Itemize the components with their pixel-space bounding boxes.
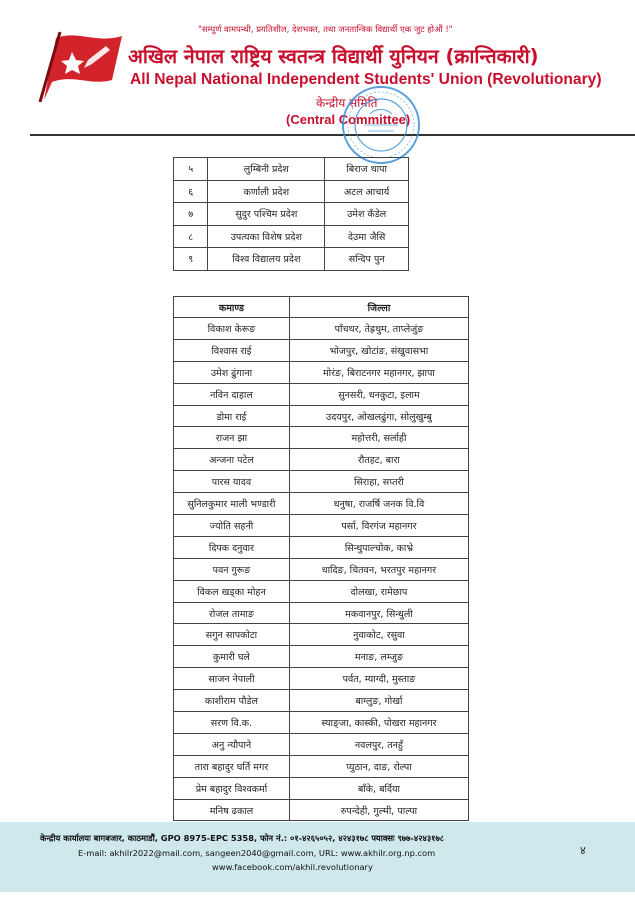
header-divider (30, 134, 635, 136)
command-cell: सरण वि.क. (174, 712, 290, 734)
coordinator-cell: अटल आचार्य (325, 180, 409, 203)
slogan: "सम्पूर्ण वामपन्थी, प्रगतिशील, देशभक्त, तथा जनतान्त्रिक विद्यार्थी एक जुट होऔं !" (198, 25, 453, 35)
coordinator-cell: बिराज थापा (325, 158, 409, 181)
table-row (174, 493, 469, 515)
command-cell: दिपक दनुवार (174, 536, 290, 558)
district-cell: धादिङ, चितवन, भरतपुर महानगर (289, 558, 468, 580)
district-cell: सिन्धुपाल्चोक, काभ्रे (289, 536, 468, 558)
coordinator-cell: उमेश कँडेल (325, 203, 409, 226)
table-row (174, 799, 469, 821)
district-cell: मोरंङ, बिराटनगर महानगर, झापा (289, 361, 468, 383)
province-cell: विश्व विद्यालय प्रदेश (208, 248, 325, 271)
district-cell: रौतहट, बारा (289, 449, 468, 471)
table-row (174, 624, 469, 646)
table-row (174, 248, 409, 271)
table-row (174, 471, 469, 493)
district-cell: रुपन्देही, गुल्मी, पाल्पा (289, 799, 468, 821)
column-header-command: कमाण्ड (174, 297, 290, 318)
row-number: ९ (174, 248, 208, 271)
command-cell: विकाश केरूङ (174, 318, 290, 340)
org-title-english: All Nepal National Independent Students' Union (Revolutionary) (130, 71, 602, 88)
district-cell: उदयपुर, ओखलढुंगा, सोलुखुम्बु (289, 405, 468, 427)
table-row (174, 580, 469, 602)
table-row (174, 558, 469, 580)
district-cell: पाँचथर, तेह्रथुम, ताप्लेजुंङ (289, 318, 468, 340)
table-row (174, 383, 469, 405)
command-cell: राजन झा (174, 427, 290, 449)
district-cell: मकवानपुर, सिन्धुली (289, 602, 468, 624)
province-cell: कर्णाली प्रदेश (208, 180, 325, 203)
coordinator-cell: सन्दिप पुन (325, 248, 409, 271)
command-cell: नविन दाहाल (174, 383, 290, 405)
command-cell: तारा बहादुर घर्ति मगर (174, 755, 290, 777)
command-district-table (173, 296, 469, 821)
table-row (174, 203, 409, 226)
district-cell: बाग्लुङ, गोर्खा (289, 690, 468, 712)
org-title-nepali: अखिल नेपाल राष्ट्रिय स्वतन्त्र विद्यार्थी युनियन (क्रान्तिकारी) (128, 45, 539, 68)
province-cell: सुदुर पश्चिम प्रदेश (208, 203, 325, 226)
district-cell: बाँके, बर्दिया (289, 777, 468, 799)
footer-facebook: www.facebook.com/akhil.revolutionary (212, 862, 373, 872)
command-cell: अनु न्यौपाने (174, 733, 290, 755)
command-cell: प्रेम बहादुर विश्वकर्मा (174, 777, 290, 799)
province-cell: लुम्बिनी प्रदेश (208, 158, 325, 181)
command-cell: मनिष ढकाल (174, 799, 290, 821)
district-cell: प्युठान, दाङ, रोल्पा (289, 755, 468, 777)
table-header-row (174, 297, 469, 318)
letterhead (0, 0, 635, 140)
table-row (174, 339, 469, 361)
column-header-district: जिल्ला (289, 297, 468, 318)
table-row (174, 733, 469, 755)
district-cell: भोजपुर, खोटांङ, संखुवासभा (289, 339, 468, 361)
province-table (173, 157, 409, 271)
command-cell: काशीराम पौडेल (174, 690, 290, 712)
command-cell: विश्वास राई (174, 339, 290, 361)
command-cell: कुमारी घले (174, 646, 290, 668)
command-cell: विकल खड्का मोहन (174, 580, 290, 602)
official-stamp-icon (340, 84, 422, 166)
district-cell: सुनसरी, धनकुटा, इलाम (289, 383, 468, 405)
district-cell: नवलपुर, तनहुँ (289, 733, 468, 755)
district-cell: महोत्तरी, सर्लाही (289, 427, 468, 449)
district-cell: पर्सा, विरगंज महानगर (289, 515, 468, 537)
committee-nepali: केन्द्रीय समिति (316, 96, 378, 110)
command-cell: अन्जना पटेल (174, 449, 290, 471)
command-cell: ज्योति सहनी (174, 515, 290, 537)
table-row (174, 405, 469, 427)
table-row (174, 427, 469, 449)
province-cell: उपत्यका विशेष प्रदेश (208, 225, 325, 248)
table-row (174, 536, 469, 558)
command-cell: पवन गुरूङ (174, 558, 290, 580)
table-row (174, 777, 469, 799)
district-cell: स्याङ्जा, कास्की, पोखरा महानगर (289, 712, 468, 734)
district-cell: मनाङ, लम्जुङ (289, 646, 468, 668)
table-row (174, 668, 469, 690)
table-row (174, 712, 469, 734)
footer-office-address: केन्द्रीय कार्यालयः बागबजार, काठमाडौं, GPO 8975-EPC 5358, फोन नं.: ०१-४२६५०५२, ४२४३१७८ फ्याक्सः ९७७-४२४३१७८ (40, 833, 445, 843)
footer-contact: E-mail: akhilr2022@mail.com, sangeen2040@gmail.com, URL: www.akhilr.org.np.com (78, 848, 436, 858)
command-cell: सुनिलकुमार माली भण्डारी (174, 493, 290, 515)
district-cell: नुवाकोट, रसुवा (289, 624, 468, 646)
red-flag-pen-icon (38, 30, 124, 102)
table-row (174, 158, 409, 181)
command-cell: डोमा राई (174, 405, 290, 427)
district-cell: पर्वत, म्याग्दी, मुस्ताङ (289, 668, 468, 690)
command-cell: रोजल तामाङ (174, 602, 290, 624)
command-cell: सगुन सापकोटा (174, 624, 290, 646)
table-row (174, 225, 409, 248)
district-cell: दोलखा, रामेछाप (289, 580, 468, 602)
table-row (174, 318, 469, 340)
table-row (174, 449, 469, 471)
committee-english: (Central Committee) (286, 112, 411, 127)
district-cell: सिराहा, सप्तरी (289, 471, 468, 493)
table-row (174, 515, 469, 537)
table-row (174, 361, 469, 383)
command-cell: उमेश ढुंगाना (174, 361, 290, 383)
command-cell: साजन नेपाली (174, 668, 290, 690)
table-row (174, 180, 409, 203)
table-row (174, 646, 469, 668)
district-cell: धनुषा, राजर्षि जनक वि.वि (289, 493, 468, 515)
table-row (174, 755, 469, 777)
row-number: ८ (174, 225, 208, 248)
table-row (174, 690, 469, 712)
coordinator-cell: देउमा जैसि (325, 225, 409, 248)
table-row (174, 602, 469, 624)
row-number: ७ (174, 203, 208, 226)
row-number: ५ (174, 158, 208, 181)
command-cell: पारस यादव (174, 471, 290, 493)
page-number: ४ (580, 844, 586, 857)
row-number: ६ (174, 180, 208, 203)
